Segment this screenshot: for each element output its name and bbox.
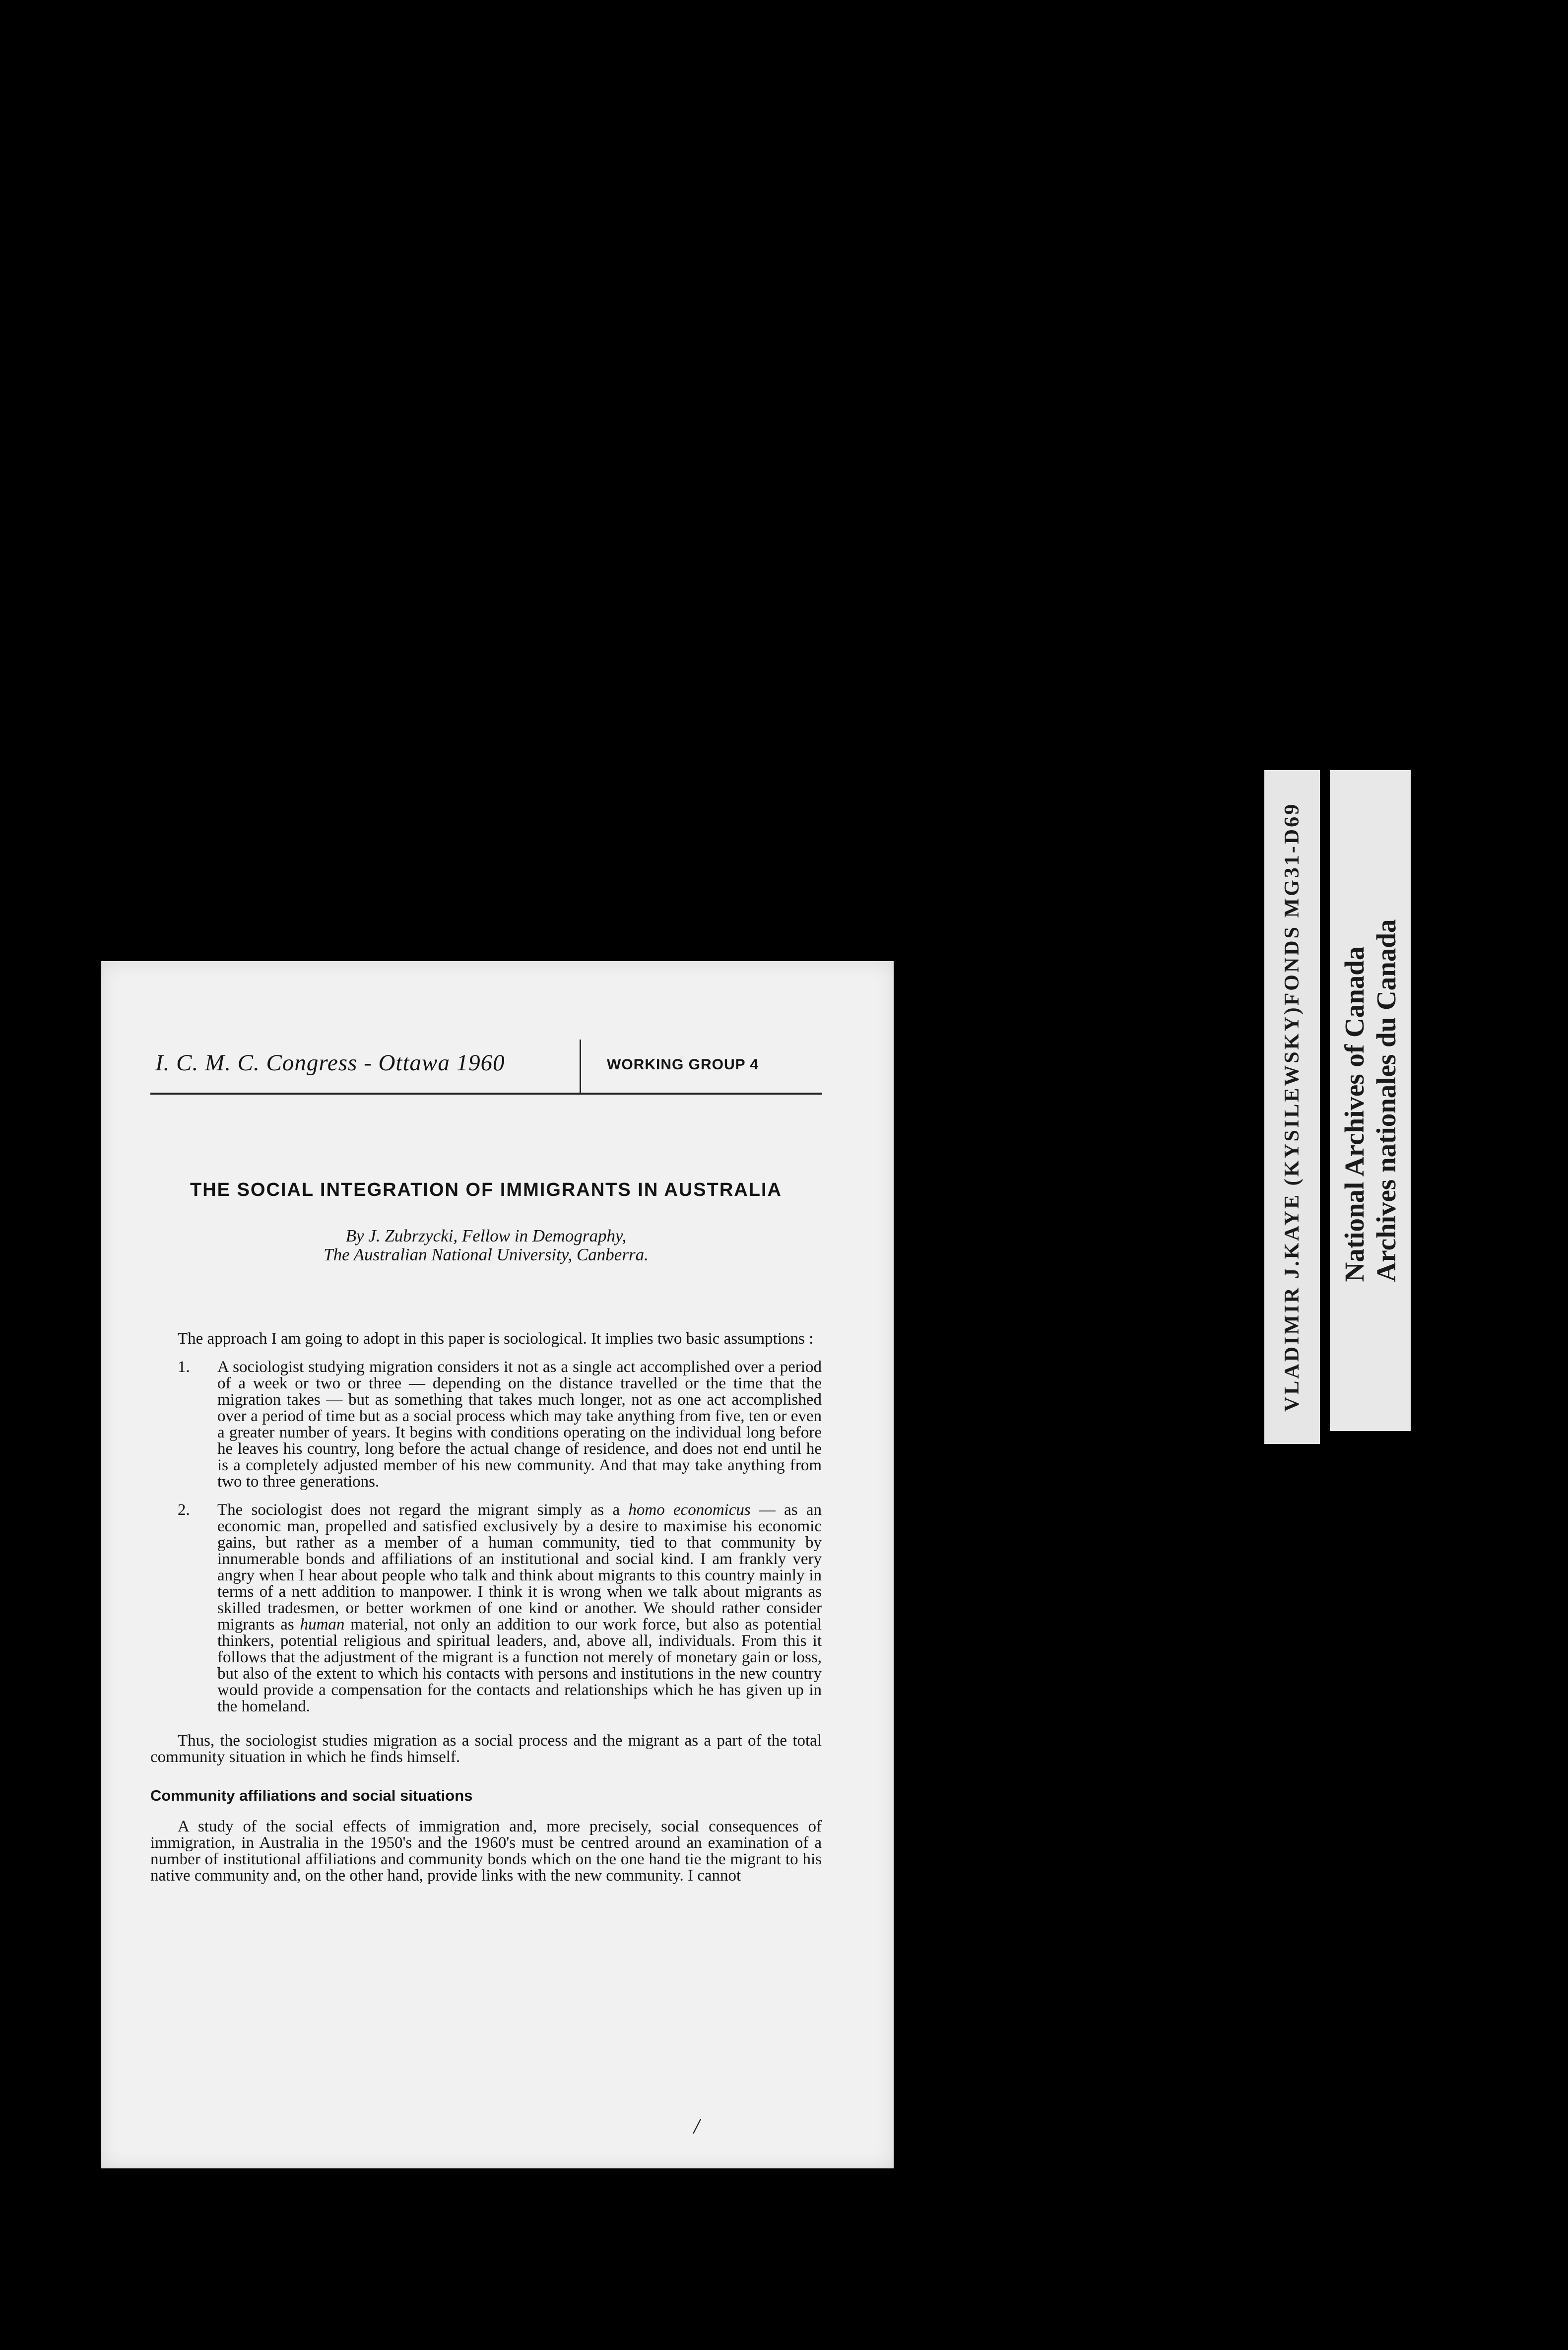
page-title: THE SOCIAL INTEGRATION OF IMMIGRANTS IN AUSTRALIA: [190, 1179, 782, 1200]
byline-author: By J. Zubrzycki, Fellow in Demography,: [345, 1226, 627, 1245]
congress-title: I. C. M. C. Congress - Ottawa 1960: [155, 1050, 505, 1076]
item-number: 1.: [178, 1358, 190, 1376]
archives-label: [1330, 770, 1411, 1431]
item-text-italic-human: human: [300, 1616, 345, 1633]
item-text-mid: — as an economic man, propelled and satisfied exclusively by a desire to maximise his economic gains, but rather as a member of a human community, tied to that community by innumerable bonds and affiliations of an institutional and social kind. I am frankly very angry when I hear about people who talk and think about migrants to this country mainly in terms of a nett addition to manpower. I think it is wrong when we talk about migrants as skilled tradesmen, or better workmen of one kind or another. We should rather consider migrants as: [217, 1501, 822, 1633]
archives-english: National Archives of Canada: [1339, 946, 1370, 1282]
body-text: [150, 1331, 822, 1884]
item-text-italic-homo-economicus: homo economicus: [628, 1501, 751, 1519]
document-page: [101, 961, 894, 2168]
header-divider: [580, 1040, 581, 1093]
item-text-lead: The sociologist does not regard the migrant simply as a: [217, 1501, 629, 1519]
fonds-text: VLADIMIR J.KAYE (KYSILEWSKY)FONDS MG31-D69: [1281, 802, 1304, 1412]
byline: [150, 1227, 822, 1264]
working-group-label: WORKING GROUP 4: [607, 1056, 759, 1073]
item-number: 2.: [178, 1501, 190, 1519]
assumption-1: [150, 1359, 822, 1490]
section-heading: Community affiliations and social situations: [150, 1787, 473, 1804]
intro-paragraph: The approach I am going to adopt in this paper is sociological. It implies two basic assumptions :: [178, 1330, 814, 1348]
handwritten-mark: /: [694, 2114, 700, 2138]
fonds-label: [1264, 770, 1320, 1444]
byline-institution: The Australian National University, Canberra.: [324, 1245, 649, 1264]
conclusion-paragraph: Thus, the sociologist studies migration as a social process and the migrant as a part of the total community situation in which he finds himself.: [150, 1732, 822, 1766]
item-text: A sociologist studying migration considers it not as a single act accomplished over a period of a week or two or three — depending on the distance travelled or the time that the migration takes — but as something that takes much longer, not as one act accomplished over a period of time but as a social process which may take anything from five, ten or even a greater number of years. It begins with conditions operating on the individual long before he leaves his country, long before the actual change of residence, and does not end until he is a completely adjusted member of his new community. And that may take anything from two to three generations.: [217, 1358, 822, 1491]
section-paragraph: A study of the social effects of immigration and, more precisely, social consequences of immigration, in Australia in the 1950's and the 1960's must be centred around an examination of a number of institutional affiliations and community bonds which on the one hand tie the migrant to his native community and, on the other hand, provide links with the new community. I cannot: [150, 1818, 822, 1885]
archives-text: [1339, 919, 1402, 1282]
archives-french: Archives nationales du Canada: [1371, 919, 1401, 1282]
assumption-2: [150, 1502, 822, 1715]
item-text-tail: material, not only an addition to our work force, but also as potential thinkers, potential religious and spiritual leaders, and, above all, individuals. From this it follows that the adjustment of the migrant is a function not merely of monetary gain or loss, but also of the extent to which his contacts with persons and institutions in the new country would provide a compensation for the contacts and relationships which he has given up in the homeland.: [217, 1616, 822, 1715]
document-header: [150, 1045, 822, 1095]
